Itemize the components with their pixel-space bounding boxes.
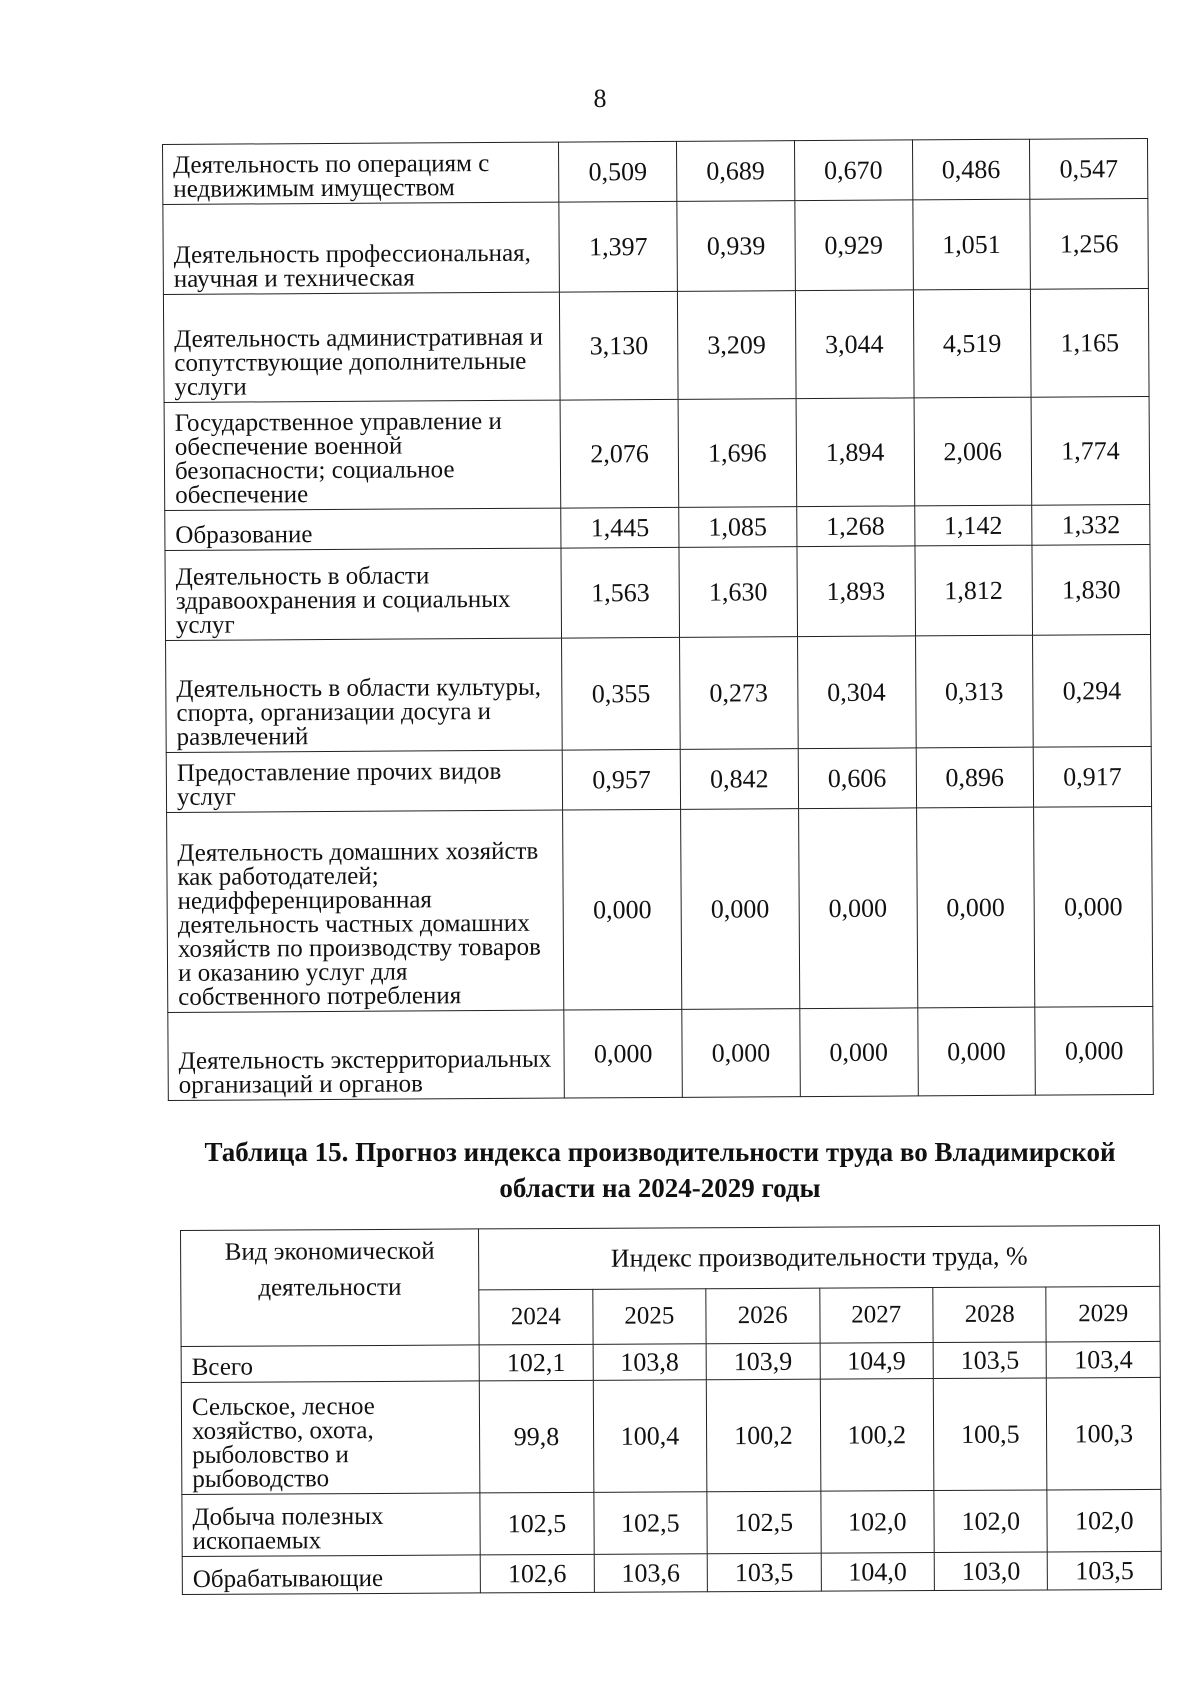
table-cell: 1,445 <box>561 507 679 548</box>
table-cell: 0,670 <box>794 140 912 201</box>
table-cell: 0,929 <box>795 200 913 291</box>
table-cell: 1,268 <box>796 506 914 547</box>
table-row <box>165 504 1150 550</box>
table-cell: 1,774 <box>1031 396 1149 505</box>
row-label: Сельское, лесное хозяйство, охота, рыболовство и рыбоводство <box>181 1381 480 1495</box>
year-header: 2028 <box>933 1287 1047 1343</box>
row-label: Деятельность профессиональная, научная и техническая <box>163 202 560 294</box>
table-cell: 100,4 <box>593 1380 707 1493</box>
table-cell: 0,896 <box>916 747 1034 808</box>
column-group-header: Индекс производительности труда, % <box>479 1225 1160 1290</box>
table-cell: 0,000 <box>800 1008 918 1097</box>
row-label: Деятельность в области здравоохранения и социальных услуг <box>165 548 562 640</box>
table-cell: 1,397 <box>559 201 677 292</box>
table-cell: 0,000 <box>681 809 800 1010</box>
table-cell: 102,0 <box>934 1490 1048 1553</box>
table-row <box>182 1551 1161 1594</box>
year-header: 2025 <box>592 1289 706 1345</box>
table-cell: 0,486 <box>912 139 1030 200</box>
table-cell: 0,000 <box>1035 1006 1153 1095</box>
row-label: Государственное управление и обеспечение военной безопасности; социальное обеспечение <box>164 400 561 510</box>
table-cell: 1,051 <box>912 199 1030 290</box>
table-cell: 0,509 <box>559 141 677 202</box>
table-cell: 0,000 <box>798 808 917 1009</box>
table-cell: 0,000 <box>917 1007 1035 1096</box>
table-cell: 1,563 <box>561 547 679 638</box>
table-row <box>164 396 1150 510</box>
table-cell: 103,9 <box>706 1343 820 1380</box>
table-cell: 99,8 <box>479 1380 593 1493</box>
table-row <box>181 1341 1160 1382</box>
table-cell: 0,000 <box>1034 806 1153 1007</box>
table-cell: 3,044 <box>795 290 913 399</box>
row-label: Всего <box>181 1345 479 1383</box>
table-cell: 3,209 <box>677 291 795 400</box>
table-cell: 0,355 <box>562 637 680 750</box>
table-cell: 102,0 <box>1047 1489 1161 1552</box>
table-cell: 2,006 <box>914 397 1032 506</box>
table-cell: 102,1 <box>479 1344 593 1381</box>
table-cell: 102,6 <box>480 1554 594 1593</box>
table-cell: 103,5 <box>707 1553 821 1592</box>
table-cell: 103,6 <box>594 1554 708 1593</box>
table-cell: 104,9 <box>820 1343 934 1380</box>
table-caption: Таблица 15. Прогноз индекса производительности труда во Владимирской области на 2024-2029 годы <box>204 1137 1116 1203</box>
row-label: Добыча полезных ископаемых <box>182 1493 480 1557</box>
column-header-activity: Вид экономической деятельности <box>181 1229 480 1347</box>
table-cell: 100,2 <box>820 1379 934 1492</box>
table-cell: 0,273 <box>680 637 798 750</box>
row-label: Деятельность домашних хозяйств как работодателей; недифференцированная деятельность частных домашних хозяйств по производству товаров и оказанию услуг для собственного потребления <box>167 810 565 1012</box>
row-label: Деятельность по операциям с недвижимым имуществом <box>163 142 560 204</box>
table-cell: 1,332 <box>1032 504 1150 545</box>
year-header: 2029 <box>1046 1286 1160 1342</box>
labor-productivity-index-table <box>180 1225 1162 1595</box>
productivity-coefficients-table <box>162 138 1154 1101</box>
table-cell: 102,5 <box>707 1491 821 1554</box>
row-label: Деятельность экстерриториальных организаций и органов <box>168 1010 565 1100</box>
table-row <box>163 138 1148 204</box>
table-cell: 100,2 <box>706 1379 820 1492</box>
year-header: 2027 <box>819 1288 933 1344</box>
table-cell: 1,630 <box>679 547 797 638</box>
table-row <box>163 288 1149 402</box>
table-cell: 0,842 <box>680 749 798 810</box>
table-cell: 0,000 <box>564 1009 682 1098</box>
row-label: Образование <box>165 508 562 550</box>
table-cell: 3,130 <box>560 291 678 400</box>
row-label: Деятельность в области культуры, спорта, организации досуга и развлечений <box>166 638 563 752</box>
table-cell: 2,076 <box>560 399 678 508</box>
table-cell: 1,085 <box>679 507 797 548</box>
table-cell: 4,519 <box>913 289 1031 398</box>
table-cell: 0,313 <box>915 635 1033 748</box>
table-cell: 0,939 <box>677 201 795 292</box>
year-header: 2024 <box>479 1289 593 1345</box>
table-cell: 1,812 <box>914 545 1032 636</box>
table-cell: 0,547 <box>1030 138 1148 199</box>
table-cell: 1,830 <box>1032 544 1150 635</box>
table-cell: 103,5 <box>1048 1551 1162 1590</box>
row-label: Обрабатывающие <box>182 1555 480 1595</box>
table-row <box>166 746 1151 812</box>
table-cell: 0,606 <box>798 748 916 809</box>
table-cell: 103,5 <box>933 1342 1047 1379</box>
table-cell: 0,689 <box>677 141 795 202</box>
table-row <box>168 1006 1154 1100</box>
table-cell: 1,893 <box>797 546 915 637</box>
year-header: 2026 <box>706 1288 820 1344</box>
table-row <box>181 1377 1161 1494</box>
table-cell: 0,000 <box>916 807 1035 1008</box>
table-cell: 102,5 <box>593 1492 707 1555</box>
table-cell: 0,304 <box>797 636 915 749</box>
table-row <box>165 544 1151 640</box>
row-label: Деятельность административная и сопутствующие дополнительные услуги <box>163 292 560 402</box>
table-cell: 1,894 <box>796 398 914 507</box>
table-row <box>166 634 1152 752</box>
table-cell: 0,000 <box>563 809 682 1010</box>
table-cell: 0,000 <box>682 1009 800 1098</box>
table-cell: 1,256 <box>1030 198 1148 289</box>
table-row <box>167 806 1153 1012</box>
table-cell: 103,4 <box>1047 1341 1161 1378</box>
table-cell: 102,5 <box>480 1492 594 1555</box>
table-cell: 1,165 <box>1031 288 1149 397</box>
table-row <box>182 1489 1161 1556</box>
page-number: 8 <box>593 84 607 113</box>
table-cell: 102,0 <box>820 1491 934 1554</box>
row-label: Предоставление прочих видов услуг <box>166 750 563 812</box>
table-cell: 1,142 <box>914 505 1032 546</box>
table-cell: 0,917 <box>1033 746 1151 807</box>
table-cell: 0,957 <box>563 749 681 810</box>
table-cell: 103,0 <box>934 1552 1048 1591</box>
table-header-row <box>181 1225 1160 1291</box>
table-cell: 1,696 <box>678 399 796 508</box>
table-cell: 0,294 <box>1033 634 1151 747</box>
table-row <box>163 198 1149 294</box>
table-cell: 100,3 <box>1047 1377 1161 1490</box>
table-cell: 103,8 <box>593 1344 707 1381</box>
table-cell: 100,5 <box>933 1378 1047 1491</box>
table-cell: 104,0 <box>821 1553 935 1592</box>
